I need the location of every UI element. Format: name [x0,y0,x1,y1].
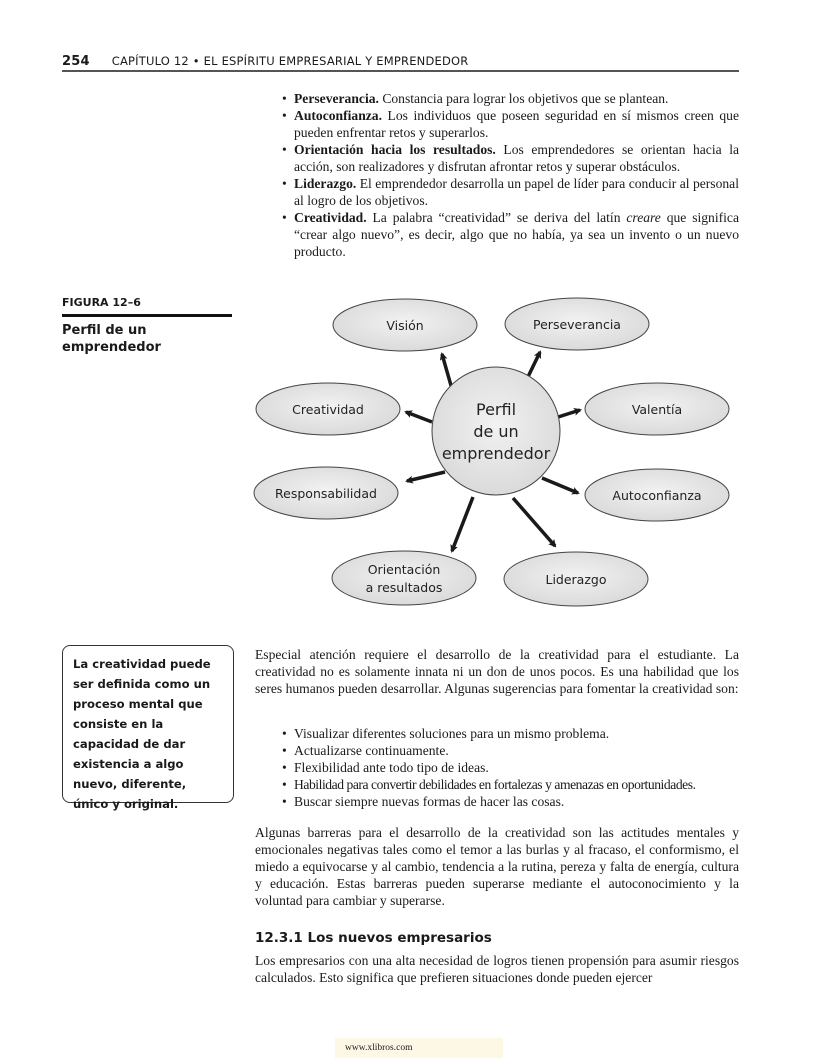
profile-diagram [230,290,750,620]
list-item: • Autoconfianza. Los individuos que poseen seguridad en sí mismos creen que pueden enfrentar retos y superarlos. [282,107,739,141]
arrow [407,472,445,481]
node-label: Perseverancia [533,317,621,332]
node-label: Autoconfianza [612,488,702,503]
arrow [452,497,473,551]
node-label: Valentía [631,402,683,417]
list-item: • Liderazgo. El emprendedor desarrolla un papel de líder para conducir al personal al logro de los objetivos. [282,175,739,209]
center-label: de un [473,422,519,441]
chapter-title: CAPÍTULO 12 • EL ESPÍRITU EMPRESARIAL Y EMPRENDEDOR [111,54,469,68]
page-number: 254 [62,54,90,69]
node-label: Orientación [367,562,441,577]
definition-callout: La creatividad puede ser definida como un proceso mental que consiste en la capacidad de dar existencia a algo nuevo, diferente, único y original. [62,645,234,803]
node-label: Creatividad [292,402,364,417]
paragraph: Especial atención requiere el desarrollo de la creatividad para el estudiante. La creatividad no es solamente innata ni un don de unos pocos. Es una habilidad que los seres humanos pueden desarrollar. Algunas sugerencias para fomentar la creatividad son: [255,647,739,696]
list-item: • Habilidad para convertir debilidades en fortalezas y amenazas en oportunidades. [282,776,752,793]
figure-label: FIGURA 12–6 [62,296,232,317]
arrow [442,354,452,389]
node-label: Visión [386,318,424,333]
list-item: • Visualizar diferentes soluciones para un mismo problema. [282,725,752,742]
figure-caption: Perfil de un emprendedor [62,323,161,355]
list-item: • Buscar siempre nuevas formas de hacer las cosas. [282,793,752,810]
list-item: • Creatividad. La palabra “creatividad” se deriva del latín creare que significa “crear algo nuevo”, es decir, algo que no había, ya sea un invento o un nuevo producto. [282,209,739,260]
paragraph: Algunas barreras para el desarrollo de la creatividad son las actitudes mentales y emocionales negativas tales como el temor a las burlas y al fracaso, el conformismo, el miedo a equivocarse y al cambio, tendencia a la rutina, pereza y falta de energía, cultura y educación. Estas barreras pueden superarse mediante el autoconocimiento y la voluntad para cambiar y superarse. [255,825,739,908]
running-header [62,54,739,72]
node-orientacion [332,551,476,605]
section-heading: 12.3.1 Los nuevos empresarios [255,930,492,946]
node-label: Liderazgo [545,572,607,587]
list-item: • Actualizarse continuamente. [282,742,752,759]
paragraph: Los empresarios con una alta necesidad de logros tienen propensión para asumir riesgos calculados. Esto significa que prefieren situaciones donde pueden ejercer [255,953,739,985]
list-item: • Flexibilidad ante todo tipo de ideas. [282,759,752,776]
center-label: emprendedor [441,444,551,463]
center-label: Perfil [475,400,517,419]
suggestions-list [282,725,752,810]
node-label: Responsabilidad [275,486,377,501]
node-label: a resultados [365,580,443,595]
arrow [513,498,555,546]
arrow [542,478,578,493]
watermark: www.xlibros.com [335,1038,503,1058]
traits-list [282,90,739,260]
list-item: • Perseverancia. Constancia para lograr los objetivos que se plantean. [282,90,739,107]
arrow [406,412,432,422]
list-item: • Orientación hacia los resultados. Los emprendedores se orientan hacia la acción, son realizadores y disfrutan afrontar retos y superar obstáculos. [282,141,739,175]
